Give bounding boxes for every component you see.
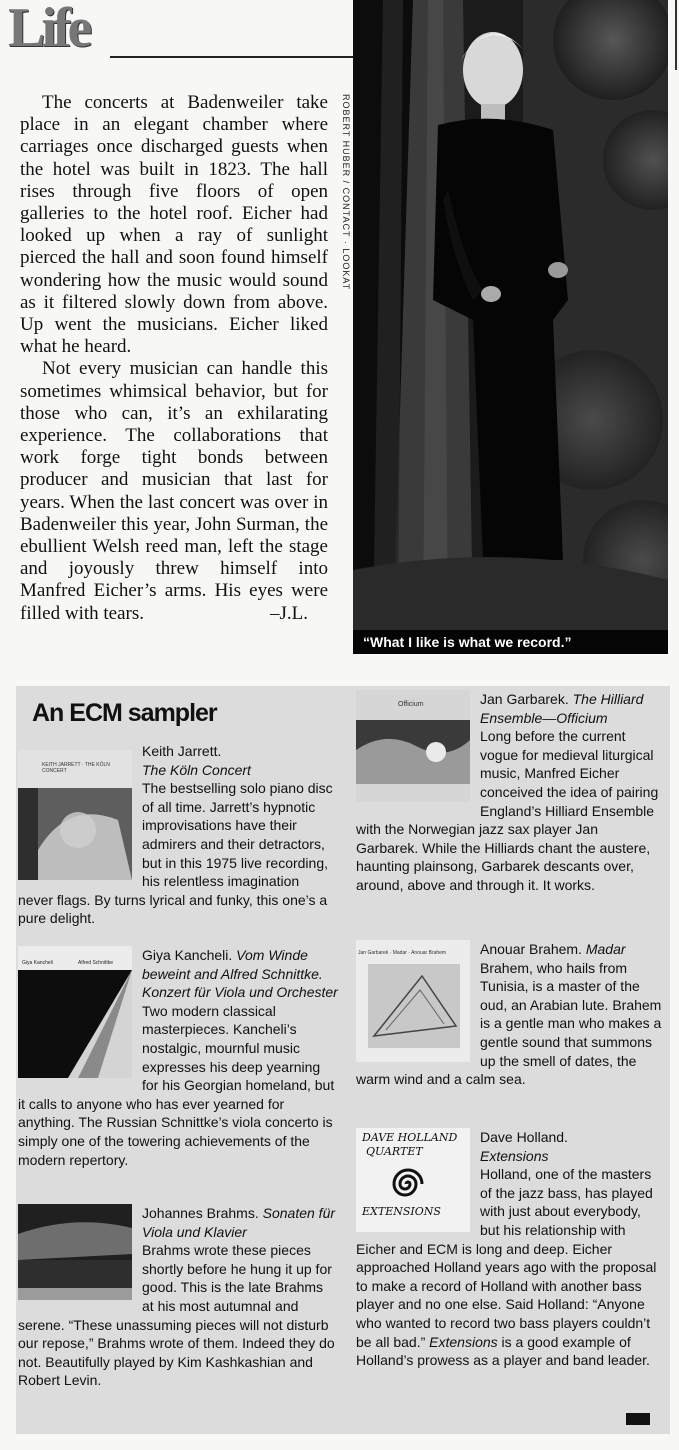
entry-artist: Anouar Brahem. <box>480 941 582 957</box>
portrait-illustration <box>353 0 668 630</box>
sampler-entry-brahem <box>356 940 662 1089</box>
entry-text: Long before the current vogue for medieval liturgical music, Manfred Eicher conceived the idea of pairing England’s Hilliard Ensemble with the Norwegian jazz sax player Jan Garbarek. While the Hilliards chant the austere, haunting plainsong, Garbarek descants over, around, above and through it. It works. <box>356 728 659 893</box>
article-paragraph <box>20 358 328 624</box>
entry-artist: Keith Jarrett. <box>142 743 222 759</box>
cover-line-1: DAVE HOLLAND <box>362 1131 458 1144</box>
entry-album: The Köln Concert <box>142 761 251 778</box>
entry-album: Madar <box>585 941 626 957</box>
sampler-entry-garbarek <box>356 690 662 895</box>
cover-line-3: EXTENSIONS <box>362 1205 441 1218</box>
cover-text-right: Alfred Schnittke <box>78 960 114 966</box>
article-paragraph-text: Not every musician can handle this sometimes whimsical behavior, but for those who can, it’s an exhilarating experience. The collaborations that work forge tight bonds between producer and musician that last for years. When the last concert was over in Badenweiler this year, John Surman, the ebullient Welsh reed man, left the stage and joyously threw himself into Manfred Eicher’s arms. His eyes were filled with tears. <box>20 358 328 624</box>
cover-text: Officium <box>398 701 424 708</box>
sampler-entry-brahms <box>18 1204 338 1390</box>
entry-artist: Johannes Brahms. <box>142 1205 259 1221</box>
cover-line-2: QUARTET <box>366 1145 423 1158</box>
page-edge-rule <box>675 0 677 70</box>
ecm-sampler-box <box>16 686 670 1434</box>
entry-text-emphasis: Extensions <box>429 1333 498 1350</box>
entry-album: Extensions <box>480 1147 549 1164</box>
album-cover-extensions <box>356 1128 470 1232</box>
entry-text-part: Holland, one of the masters of the jazz bass, has played with just about everybody, but his relationship with Eicher and ECM is long and deep. Eicher approached Holland years ago with the proposal to make a record of Holland with another bass player and no one else. Said Holland: “Anyone who wanted to record two bass players couldn’t be all bad.” <box>356 1166 657 1350</box>
cover-text: KEITH JARRETT · THE KÖLN CONCERT <box>42 762 110 774</box>
entry-album: Sonaten für Viola und Klavier <box>142 1205 336 1240</box>
article-paragraph: The concerts at Badenweiler take place in an elegant chamber where carriages once discharged guests when the hotel was built in 1823. The hall rises through five floors of open galleries to the hotel roof. Eicher had looked up when a ray of sunlight pierced the hall and soon found himself wondering how the music would sound as it filtered slowly down from above. Up went the musicians. Eicher liked what he heard. <box>20 92 328 358</box>
portrait-photo <box>353 0 668 630</box>
entry-album: Vom Winde beweint and Alfred Schnittke. Konzert für Viola und Orchester <box>142 947 338 1001</box>
sampler-entry-kancheli <box>18 946 338 1169</box>
sampler-entry-jarrett <box>18 742 338 928</box>
entry-text: Two modern classical masterpieces. Kancheli’s nostalgic, mournful music expresses his deep yearning for his Georgian homeland, but it calls to anyone who has ever yearned for anything. The Russian Schnittke’s viola concerto is simply one of the towering achievements of the modern repertory. <box>18 1002 335 1168</box>
photo-credit: ROBERT HUBER / CONTACT · LOOKAT <box>341 94 351 291</box>
section-logo: Life <box>8 0 89 59</box>
album-cover-brahms-sonaten <box>18 1204 132 1300</box>
entry-album: The Hilliard Ensemble—Officium <box>480 691 644 726</box>
cover-text: Jan Garbarek · Madar · Anouar Brahem <box>358 950 447 956</box>
album-cover-koln-concert <box>18 750 132 880</box>
sampler-title: An ECM sampler <box>32 699 217 727</box>
photo-caption: “What I like is what we record.” <box>353 630 668 654</box>
end-mark <box>626 1413 650 1425</box>
entry-text-part: is a good example of Holland’s prowess as a player and band leader. <box>356 1333 650 1369</box>
entry-text: The bestselling solo piano disc of all time. Jarrett’s hypnotic improvisations have their admirers and their detractors, but in this 1975 live recording, his relentless imagination never flags. By turns lyrical and funky, this one’s a pure delight. <box>18 780 333 927</box>
author-signoff: –J.L. <box>270 602 308 624</box>
entry-text: Brahem, who hails from Tunisia, is a master of the oud, an Arabian lute. Brahem is a gentle man who makes a gentle sound that summons up the smell of dates, the warm wind and a calm sea. <box>356 959 662 1088</box>
sampler-entry-holland <box>356 1128 662 1428</box>
cover-text-left: Giya Kancheli <box>22 960 53 966</box>
album-cover-officium <box>356 690 470 802</box>
article-body <box>20 92 328 625</box>
header-rule <box>110 56 355 58</box>
album-cover-madar <box>356 940 470 1062</box>
entry-artist: Giya Kancheli. <box>142 947 233 963</box>
entry-artist: Jan Garbarek. <box>480 691 569 707</box>
entry-artist: Dave Holland. <box>480 1129 568 1145</box>
entry-text: Brahms wrote these pieces shortly before he hung it up for good. This is the late Brahms at his most autumnal and serene. “These unassuming pieces will not disturb our repose,” Brahms wrote of them. Indeed they do not. Beautifully played by Kim Kashkashian and Robert Levin. <box>18 1242 335 1389</box>
spiral-icon <box>388 1164 428 1204</box>
album-cover-vom-winde-beweint <box>18 946 132 1078</box>
